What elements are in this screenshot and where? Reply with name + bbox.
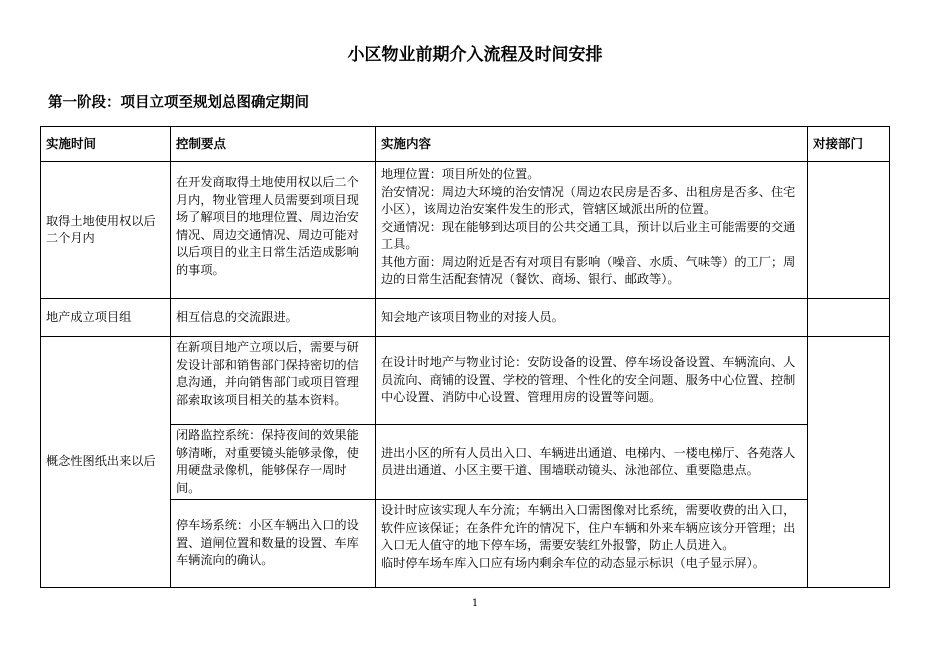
header-department: 对接部门 <box>808 127 890 162</box>
page-number: 1 <box>471 598 479 609</box>
section-heading: 第一阶段：项目立项至规划总图确定期间 <box>48 95 309 111</box>
content-line: 交通情况：现在能够到达项目的公共交通工具，预计以后业主可能需要的交通工具。 <box>381 219 796 251</box>
cell-control-point: 相互信息的交流跟进。 <box>171 299 376 337</box>
cell-department <box>808 337 890 588</box>
cell-content <box>376 500 808 588</box>
document-title: 小区物业前期介入流程及时间安排 <box>347 45 603 65</box>
header-content: 实施内容 <box>376 127 808 162</box>
cell-department <box>808 162 890 299</box>
cell-content: 进出小区的所有人员出入口、车辆进出通道、电梯内、一楼电梯厅、各苑落人员进出通道、小区主要干道、围墙联动镜头、泳池部位、重要隐患点。 <box>376 425 808 500</box>
cell-control-point: 闭路监控系统：保持夜间的效果能够清晰，对重要镜头能够录像，使用硬盘录像机，能够保存一周时间。 <box>171 425 376 500</box>
content-line: 治安情况：周边大环境的治安情况（周边农民房是否多、出租房是否多、住宅小区），该周边治安案件发生的形式，管辖区域派出所的位置。 <box>381 184 796 216</box>
cell-content: 在设计时地产与物业讨论：安防设备的设置、停车场设备设置、车辆流向、人员流向、商铺的设置、学校的管理、个性化的安全问题、服务中心位置、控制中心设置、消防中心设置、管理用房的设置等问题。 <box>376 337 808 425</box>
table-header-row <box>41 127 890 162</box>
cell-department <box>808 299 890 337</box>
content-line: 设计时应该实现人车分流；车辆出入口需图像对比系统，需要收费的出入口，软件应该保证；在条件允许的情况下，住户车辆和外来车辆应该分开管理；出入口无人值守的地下停车场，需要安装红外报警，防止人员进入。 <box>381 503 796 552</box>
cell-control-point: 在开发商取得土地使用权以后二个月内，物业管理人员需要到项目现场了解项目的地理位置、周边治安情况、周边交通情况、周边可能对以后项目的业主日常生活造成影响的事项。 <box>171 162 376 299</box>
cell-control-point: 停车场系统：小区车辆出入口的设置、道闸位置和数量的设置、车库车辆流向的确认。 <box>171 500 376 588</box>
cell-time: 概念性图纸出来以后 <box>41 337 171 588</box>
cell-time: 地产成立项目组 <box>41 299 171 337</box>
cell-control-point: 在新项目地产立项以后，需要与研发设计部和销售部门保持密切的信息沟通，并向销售部门或项目管理部索取该项目相关的基本资料。 <box>171 337 376 425</box>
cell-content <box>376 162 808 299</box>
table-row <box>41 162 890 299</box>
header-control-point: 控制要点 <box>171 127 376 162</box>
cell-time: 取得土地使用权以后二个月内 <box>41 162 171 299</box>
content-line: 其他方面：周边附近是否有对项目有影响（噪音、水质、气味等）的工厂；周边的日常生活配套情况（餐饮、商场、银行、邮政等）。 <box>381 254 796 286</box>
table-row <box>41 337 890 425</box>
table-row <box>41 299 890 337</box>
cell-content: 知会地产该项目物业的对接人员。 <box>376 299 808 337</box>
header-time: 实施时间 <box>41 127 171 162</box>
content-line: 地理位置：项目所处的位置。 <box>381 167 540 181</box>
schedule-table <box>40 126 890 588</box>
content-line: 临时停车场车库入口应有场内剩余车位的动态显示标识（电子显示屏）。 <box>381 555 765 570</box>
